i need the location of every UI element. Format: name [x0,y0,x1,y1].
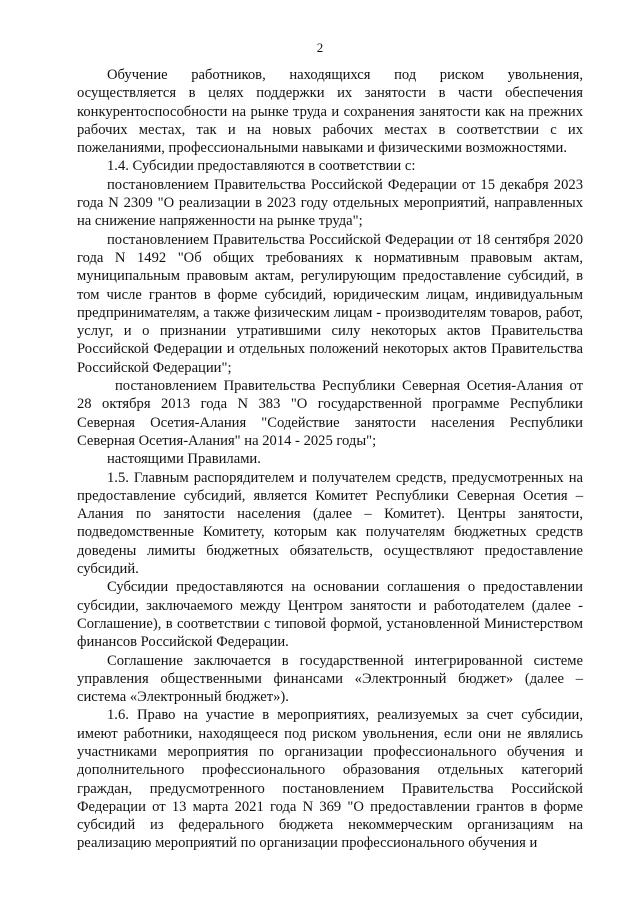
paragraph-decree-2309: постановлением Правительства Российской Федерации от 15 декабря 2023 года N 2309 "О реализации в 2023 году отдельных мероприятий, направленных на снижение напряженности на рынке труда"; [77,176,583,230]
paragraph-1-6-participation: 1.6. Право на участие в мероприятиях, реализуемых за счет субсидии, имеют работники, находящееся под риском увольнения, если они не являлись участниками мероприятия по организации профессионального обучения и дополнительного профессионального образования отдельных категорий граждан, предусмотренного постановлением Правительства Российской Федерации от 13 марта 2021 года N 369 "О предоставлении грантов в форме субсидий из федерального бюджета некоммерческим организациям на реализацию мероприятий по организации профессионального обучения и [77,707,583,852]
paragraph-decree-1492: постановлением Правительства Российской Федерации от 18 сентября 2020 года N 1492 "Об общих требованиях к нормативным правовым актам, муниципальным правовым актам, регулирующим предоставление субсидий, в том числе грантов в форме субсидий, юридическим лицам, индивидуальным предпринимателям, а также физическим лицам - производителям товаров, работ, услуг, и о признании утратившими силу некоторых актов Правительства Российской Федерации и отдельных положений некоторых актов Правительства Российской Федерации"; [77,231,583,376]
paragraph-these-rules: настоящими Правилами. [107,451,261,468]
paragraph-1-4-heading: 1.4. Субсидии предоставляются в соответствии с: [107,158,416,175]
document-body [77,66,583,853]
paragraph-electronic-budget: Соглашение заключается в государственной интегрированной системе управления общественными финансами «Электронный бюджет» (далее – система «Электронный бюджет»). [77,652,583,706]
paragraph-decree-383: постановлением Правительства Республики Северная Осетия-Алания от 28 октября 2013 года N 383 "О государственной программе Республики Северная Осетия-Алания "Содействие занятости населения Республики Северная Осетия-Алания" на 2014 - 2025 годы"; [77,378,583,449]
paragraph-1-5-distributor: 1.5. Главным распорядителем и получателем средств, предусмотренных на предоставление субсидий, является Комитет Республики Северная Осетия – Алания по занятости населения (далее – Комитет). Центры занятости, подведомственные Комитету, которым как получателям бюджетных средств доведены лимиты бюджетных обязательств, осуществляют предоставление субсидий. [77,469,583,578]
paragraph-training-purpose: Обучение работников, находящихся под риском увольнения, осуществляется в целях поддержки их занятости в части обеспечения конкурентоспособности на рынке труда и сохранения занятости как на прежних рабочих местах, так и на новых рабочих местах в соответствии с их пожеланиями, профессиональными навыками и физическими возможностями. [77,67,583,157]
paragraph-agreement-basis: Субсидии предоставляются на основании соглашения о предоставлении субсидии, заключаемого между Центром занятости и работодателем (далее - Соглашение), в соответствии с типовой формой, установленной Министерством финансов Российской Федерации. [77,579,583,651]
page-number: 2 [316,40,324,55]
